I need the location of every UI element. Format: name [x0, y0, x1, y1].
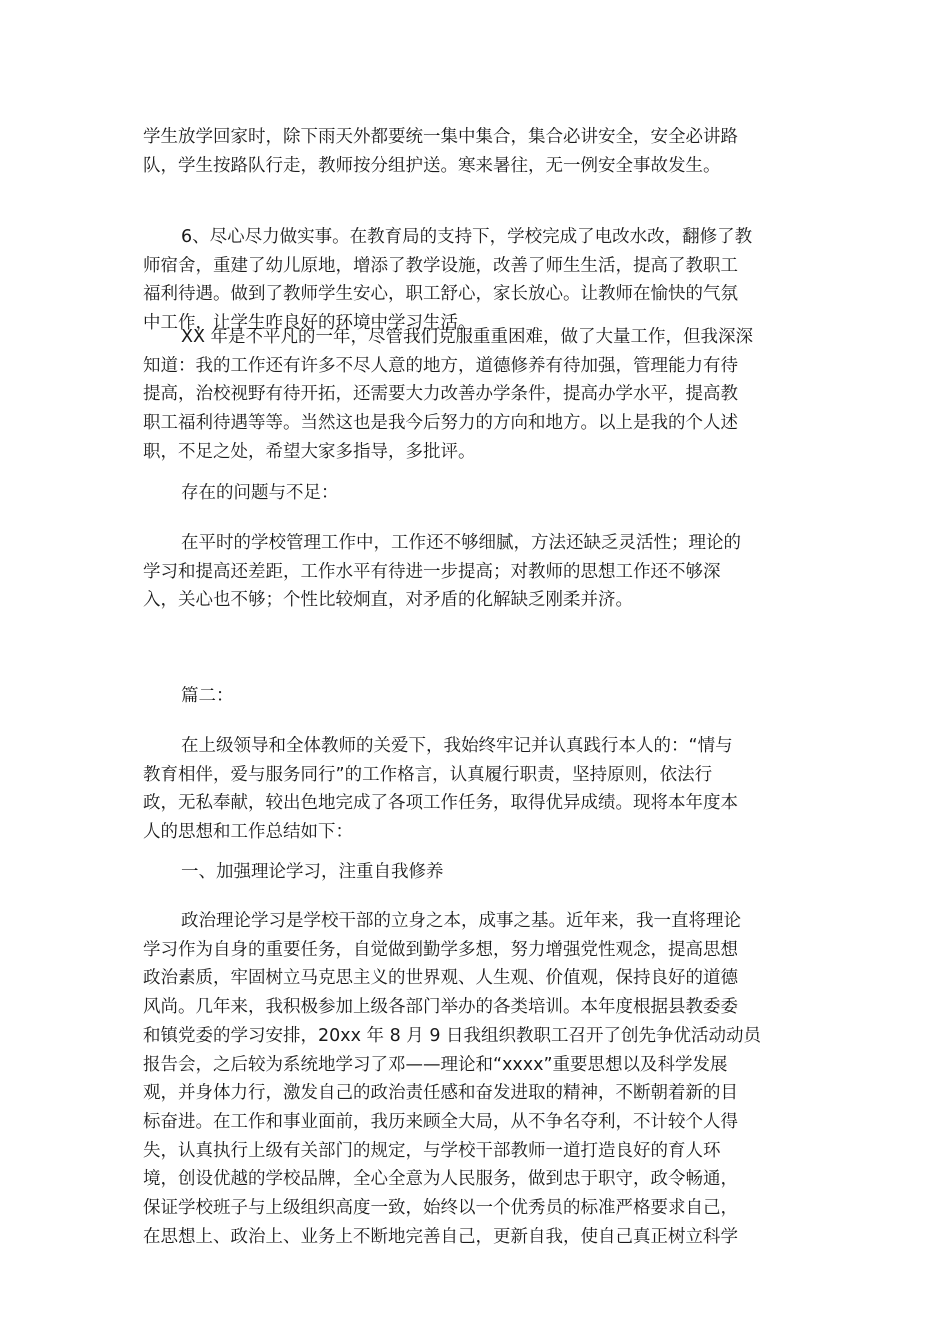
text-line: 职工福利待遇等等。当然这也是我今后努力的方向和地方。以上是我的个人述 — [143, 413, 738, 434]
text-line: 失，认真执行上级有关部门的规定，与学校干部教师一道打造良好的育人环 — [143, 1140, 721, 1161]
text-line: 职，不足之处，希望大家多指导，多批评。 — [143, 441, 476, 462]
paragraph-intro — [143, 732, 811, 847]
text-line: 知道：我的工作还有许多不尽人意的地方，道德修养有待加强，管理能力有待 — [143, 355, 738, 376]
text-line: 政治素质，牢固树立马克思主义的世界观、人生观、价值观，保持良好的道德 — [143, 968, 738, 989]
text-line: 师宿舍，重建了幼儿原地，增添了教学设施，改善了师生生活，提高了教职工 — [143, 255, 738, 276]
text-line: 标奋进。在工作和事业面前，我历来顾全大局，从不争名夺利，不计较个人得 — [143, 1111, 738, 1132]
text-line: 篇二： — [181, 686, 234, 706]
text-line: 学生放学回家时，除下雨天外都要统一集中集合，集合必讲安全，安全必讲路 — [143, 127, 738, 147]
paragraph-safety-continued — [143, 123, 811, 180]
paragraph-item-6 — [143, 223, 811, 338]
text-line: 政，无私奉献，较出色地完成了各项工作任务，取得优异成绩。现将本年度本 — [143, 793, 738, 814]
text-line: 提高，治校视野有待开拓，还需要大力改善办学条件，提高办学水平，提高教 — [143, 384, 738, 405]
text-line: 和镇党委的学习安排，20xx 年 8 月 9 日我组织教职工召开了创先争优活动动员 — [143, 1025, 762, 1046]
text-line: XX 年是不平凡的一年，尽管我们克服重重困难，做了大量工作，但我深深 — [181, 327, 754, 347]
heading-section-one — [143, 858, 811, 887]
text-line: 在思想上、政治上、业务上不断地完善自己，更新自我，使自己真正树立科学 — [143, 1226, 738, 1247]
text-line: 报告会，之后较为系统地学习了邓——理论和“xxxx”重要思想以及科学发展 — [143, 1054, 728, 1075]
paragraph-problems — [143, 529, 811, 615]
text-line: 人的思想和工作总结如下： — [143, 822, 353, 843]
text-line: 风尚。几年来，我积极参加上级各部门举办的各类培训。本年度根据县教委委 — [143, 997, 738, 1018]
text-line: 中工作，让学生咋良好的环境中学习生活。 — [143, 313, 476, 334]
text-line: 入，关心也不够；个性比较炯直，对矛盾的化解缺乏刚柔并济。 — [143, 590, 633, 611]
heading-part-two — [143, 682, 811, 711]
text-line: 政治理论学习是学校干部的立身之本，成事之基。近年来，我一直将理论 — [181, 911, 741, 931]
paragraph-theory-study — [143, 907, 811, 1251]
text-line: 教育相伴，爱与服务同行”的工作格言，认真履行职责，坚持原则，依法行 — [143, 764, 713, 785]
text-line: 一、加强理论学习，注重自我修养 — [181, 862, 444, 882]
text-line: 学习作为自身的重要任务，自觉做到勤学多想，努力增强党性观念，提高思想 — [143, 939, 738, 960]
paragraph-year-summary — [143, 323, 811, 467]
text-line: 存在的问题与不足： — [181, 483, 339, 503]
heading-problems — [143, 479, 811, 508]
text-line: 境，创设优越的学校品牌，全心全意为人民服务，做到忠于职守，政令畅通， — [143, 1169, 738, 1190]
text-line: 在上级领导和全体教师的关爱下，我始终牢记并认真践行本人的：“情与 — [181, 736, 733, 756]
text-line: 观，并身体力行，激发自己的政治责任感和奋发进取的精神，不断朝着新的目 — [143, 1083, 738, 1104]
text-line: 学习和提高还差距，工作水平有待进一步提高；对教师的思想工作还不够深 — [143, 561, 721, 582]
text-line: 队，学生按路队行走，教师按分组护送。寒来暑往，无一例安全事故发生。 — [143, 155, 721, 176]
text-line: 保证学校班子与上级组织高度一致，始终以一个优秀员的标准严格要求自己， — [143, 1198, 738, 1219]
text-line: 福利待遇。做到了教师学生安心，职工舒心，家长放心。让教师在愉快的气氛 — [143, 284, 738, 305]
text-line: 6、尽心尽力做实事。在教育局的支持下，学校完成了电改水改，翻修了教 — [181, 227, 753, 247]
text-line: 在平时的学校管理工作中，工作还不够细腻，方法还缺乏灵活性；理论的 — [181, 533, 741, 553]
